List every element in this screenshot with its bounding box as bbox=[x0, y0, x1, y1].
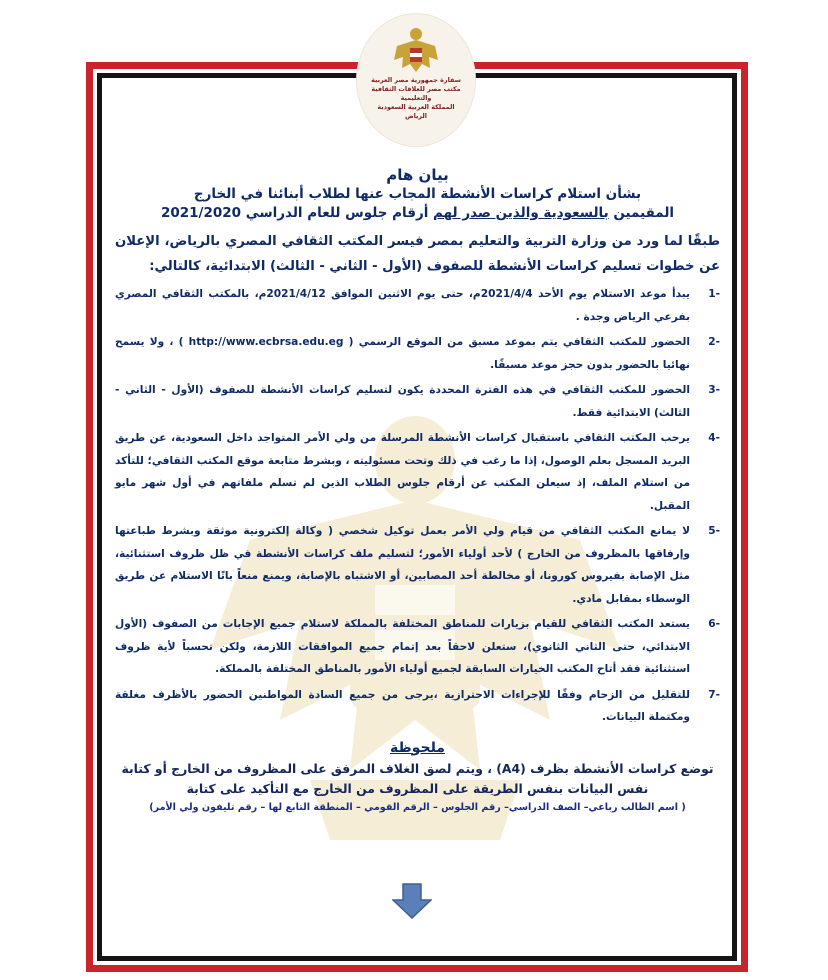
item-text: الحضور للمكتب الثقافي في هذه الفترة المحددة يكون لتسليم كراسات الأنشطة للصفوف (الأول - الثاني - الثالث) الابتدائية فقط. bbox=[115, 384, 690, 419]
down-arrow-icon bbox=[392, 883, 432, 919]
item-number: -7 bbox=[708, 688, 720, 701]
item-text: للتقليل من الزحام وفقًا للإجراءات الاحترازية ،يرجى من جميع السادة المواطنين الحضور بالأظرف مغلقة ومكتملة البيانات. bbox=[115, 688, 690, 723]
announcement-subtitle-2 bbox=[115, 204, 720, 223]
item-number: -6 bbox=[708, 618, 720, 630]
list-item bbox=[115, 613, 720, 681]
list-item bbox=[115, 427, 720, 517]
note-line-1: توضع كراسات الأنشطة بظرف (A4) ، ويتم لصق الغلاف المرفق على المظروف من الخارج أو كتابة bbox=[121, 760, 714, 776]
list-item bbox=[115, 520, 720, 610]
item-number: -5 bbox=[708, 525, 720, 537]
announcement-subtitle: بشأن استلام كراسات الأنشطة المجاب عنها لطلاب أبنائنا في الخارج bbox=[193, 186, 642, 202]
list-item bbox=[115, 283, 720, 328]
eagle-emblem-icon bbox=[393, 26, 439, 76]
seal-line-4: الرياض bbox=[405, 112, 427, 120]
announcement-title: بيان هام bbox=[386, 166, 449, 184]
note-required-fields: ( اسم الطالب رباعي– الصف الدراسي– رقم الجلوس – الرقم القومي – المنطقة التابع لها – رقم تليفون ولي الأمر) bbox=[149, 801, 686, 813]
item-number: -2 bbox=[708, 336, 720, 348]
subtitle-2-underlined: بالسعودية والذين صدر لهم bbox=[433, 205, 609, 221]
embassy-seal bbox=[357, 14, 475, 146]
item-number: -4 bbox=[708, 432, 720, 444]
note-line-2: نفس البيانات بنفس الطريقة على المظروف من الخارج مع التأكيد على كتابة bbox=[186, 780, 649, 796]
seal-line-1: سفارة جمهورية مصر العربية bbox=[371, 76, 461, 84]
list-item bbox=[115, 684, 720, 729]
item-text: يستعد المكتب الثقافي للقيام بزيارات للمناطق المختلفة بالمملكة لاستلام جميع الإجابات من الصفوف (الأول الابتدائي، حتى الثاني الثانوي)، ستعلن لاحقاً بعد إتمام جميع الموافقات اللازمة، ولكن تحسباً لأية ظروف استثنائية فقد أتاح المكتب الخيارات السابقة لجميع أولياء الأمور بالمناطق المختلفة بالمملكة. bbox=[115, 618, 690, 675]
announcement-body bbox=[115, 166, 720, 816]
subtitle-2-suffix: أرقام جلوس للعام الدراسي 2021/2020 bbox=[160, 205, 429, 221]
item-text: يبدأ موعد الاستلام يوم الأحد 2021/4/4م، حتى يوم الاثنين الموافق 2021/4/12م، بالمكتب الثقافي المصري بفرعي الرياض وجدة . bbox=[115, 288, 690, 323]
item-number: -3 bbox=[708, 384, 720, 396]
item-text: لا يمانع المكتب الثقافي من قيام ولي الأمر بعمل توكيل شخصي ( وكالة إلكترونية موثقة وبشرط طباعتها وإرفاقها بالمظروف من الخارج ) لأحد أولياء الأمور؛ لتسليم ملف كراسات الأنشطة في ظل ظروف استثنائية، مثل الإصابة بفيروس كورونا، أو مخالطة أحد المصابين، أو الاشتباه بالإصابة، ويمنع منعاً باتًا الاستلام عن طريق الوسطاء بمقابل مادي. bbox=[115, 525, 690, 605]
item-text: الحضور للمكتب الثقافي يتم بموعد مسبق من الموقع الرسمي ( http://www.ecbrsa.edu.eg ) ، ولا يسمح نهائيا بالحضور بدون حجز موعد مسبقًا. bbox=[115, 336, 690, 371]
list-item bbox=[115, 379, 720, 424]
item-number: -1 bbox=[708, 288, 720, 300]
note-title: ملحوظة bbox=[390, 739, 445, 756]
subtitle-2-prefix: المقيمين bbox=[613, 205, 675, 221]
seal-line-3: المملكة العربية السعودية bbox=[377, 103, 455, 111]
intro-paragraph: طبقًا لما ورد من وزارة التربية والتعليم بمصر فيسر المكتب الثقافي المصري بالرياض، الإعلان عن خطوات تسليم كراسات الأنشطة للصفوف (الأول - الثاني - الثالث) الابتدائية، كالتالي: bbox=[115, 234, 720, 274]
seal-line-2: مكتب مصر للعلاقات الثقافية والتعليمية bbox=[371, 85, 461, 102]
steps-list bbox=[115, 283, 720, 729]
list-item bbox=[115, 331, 720, 376]
item-text: يرحب المكتب الثقافي باستقبال كراسات الأنشطة المرسلة من ولي الأمر المتواجد داخل السعودية، عن طريق البريد المسجل بعلم الوصول، إذا ما رغب في ذلك وتحت مسئوليته ، وبشرط متابعة موقع المكتب الثقافي؛ للتأكد من استلام الملف، إذ سيعلن المكتب عن أرقام جلوس الطلاب الذين لم تسلم ملفاتهم في أول شهر مايو المقبل. bbox=[115, 432, 690, 512]
